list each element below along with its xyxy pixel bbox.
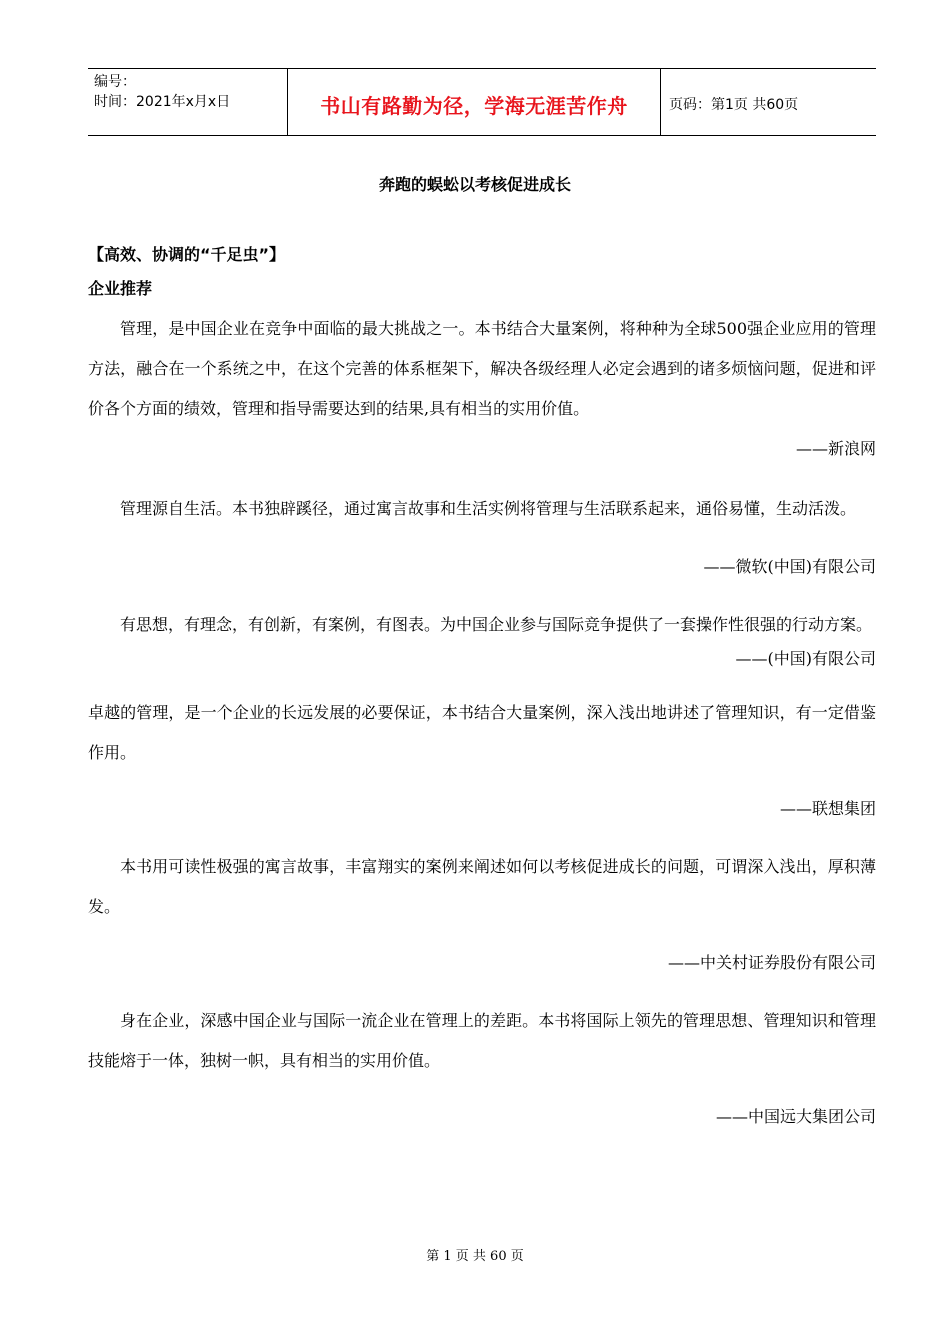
page-footer: 第 1 页 共 60 页 <box>426 1249 524 1264</box>
header-page-info: 页码：第1页 共60页 <box>669 97 799 113</box>
recommendation-source: ——(中国)有限公司 <box>735 649 876 668</box>
recommendation-source: ——中国远大集团公司 <box>715 1107 876 1126</box>
serial-label: 编号： <box>94 74 136 90</box>
recommendation-block <box>88 309 876 469</box>
recommendation-text: 有思想，有理念，有创新，有案例，有图表。为中国企业参与国际竞争提供了一套操作性很强的行动方案。 <box>120 615 873 634</box>
subheading: 企业推荐 <box>88 279 153 298</box>
document-body <box>88 238 876 1137</box>
header-meta-cell <box>88 69 288 135</box>
recommendation-block <box>88 605 876 679</box>
header-table <box>88 68 876 136</box>
section-heading: 【高效、协调的“千足虫”】 <box>88 245 286 264</box>
recommendation-source: ——微软(中国)有限公司 <box>703 557 876 576</box>
recommendation-source: ——中关村证券股份有限公司 <box>667 953 876 972</box>
recommendation-block <box>88 1001 876 1137</box>
recommendation-text: 管理，是中国企业在竞争中面临的最大挑战之一。本书结合大量案例，将种种为全球500强企业应用的管理方法，融合在一个系统之中，在这个完善的体系框架下，解决各级经理人必定会遇到的诸多烦恼问题，促进和评价各个方面的绩效，管理和指导需要达到的结果,具有相当的实用价值。 <box>88 319 876 418</box>
recommendation-source: ——新浪网 <box>795 439 876 458</box>
recommendation-text: 本书用可读性极强的寓言故事，丰富翔实的案例来阐述如何以考核促进成长的问题，可谓深入浅出，厚积薄发。 <box>88 857 876 916</box>
recommendation-text: 管理源自生活。本书独辟蹊径，通过寓言故事和生活实例将管理与生活联系起来，通俗易懂，生动活泼。 <box>120 499 857 518</box>
time-label: 时间：2021年x月x日 <box>94 94 231 110</box>
header-motto: 书山有路勤为径，学海无涯苦作舟 <box>288 69 661 135</box>
recommendation-text: 身在企业，深感中国企业与国际一流企业在管理上的差距。本书将国际上领先的管理思想、管理知识和管理技能熔于一体，独树一帜，具有相当的实用价值。 <box>88 1011 876 1070</box>
recommendation-block <box>88 489 876 587</box>
recommendation-block <box>88 693 876 829</box>
document-title: 奔跑的蜈蚣以考核促进成长 <box>378 175 571 194</box>
recommendation-block <box>88 847 876 983</box>
recommendation-text: 卓越的管理，是一个企业的长远发展的必要保证，本书结合大量案例，深入浅出地讲述了管理知识，有一定借鉴作用。 <box>88 703 876 762</box>
recommendation-source: ——联想集团 <box>779 799 876 818</box>
